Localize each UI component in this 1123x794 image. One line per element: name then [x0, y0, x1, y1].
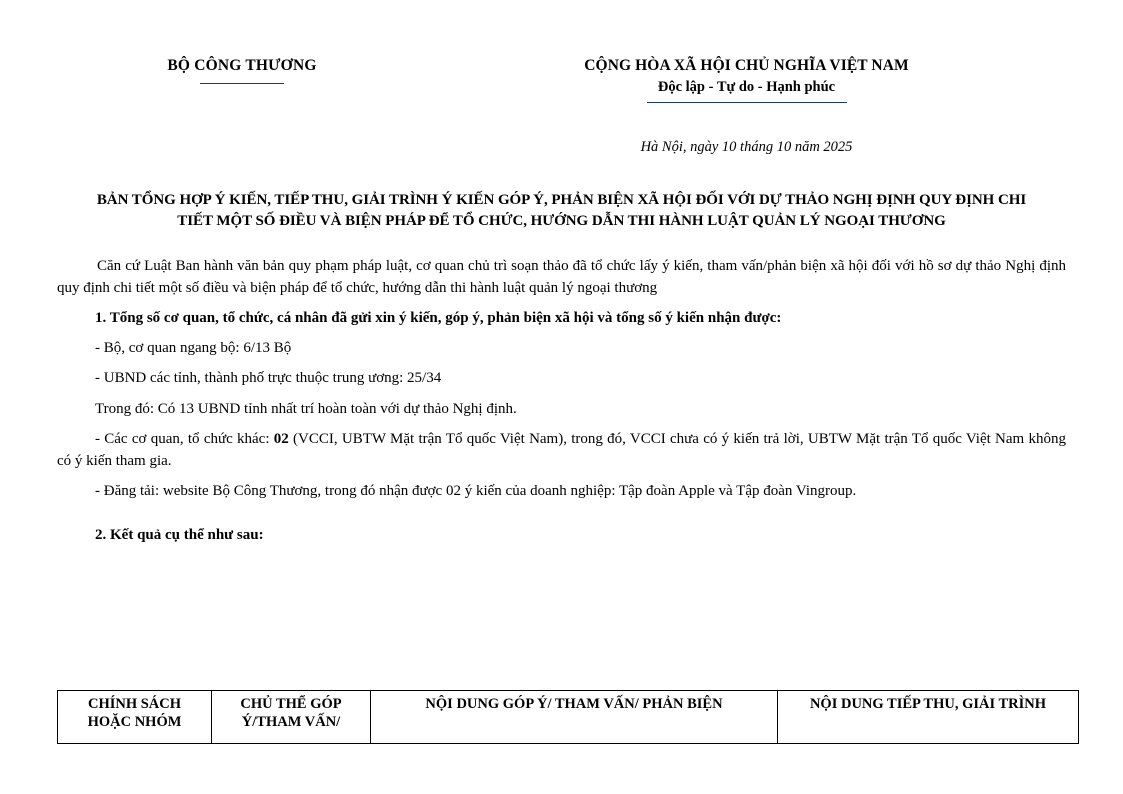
place-and-date: Hà Nội, ngày 10 tháng 10 năm 2025 — [640, 139, 853, 155]
results-table-container — [57, 690, 1047, 744]
table-header-row — [58, 691, 1079, 744]
list-item-provinces: - UBND các tỉnh, thành phố trực thuộc trung ương: 25/34 — [95, 370, 442, 387]
page-title — [57, 190, 1066, 233]
column-header-response-content — [778, 691, 1079, 744]
column-header-contributor-line-2: Ý/THAM VẤN/ — [241, 714, 341, 731]
section-2-heading-text: 2. Kết quả cụ thể như sau: — [95, 527, 264, 544]
column-header-feedback-content-line-1: NỘI DUNG GÓP Ý/ THAM VẤN/ PHẢN BIỆN — [425, 696, 723, 712]
ministry-underline — [200, 83, 284, 84]
national-motto: Độc lập - Tự do - Hạnh phúc — [657, 79, 836, 95]
document-body — [57, 255, 1066, 547]
page-title-line-1: BẢN TỔNG HỢP Ý KIẾN, TIẾP THU, GIẢI TRÌNH Ý KIẾN GÓP Ý, PHẢN BIỆN XÃ HỘI ĐỐI VỚI DỰ THẢO NGHỊ ĐỊNH QUY ĐỊNH CHI — [96, 192, 1027, 208]
page-title-line-2: TIẾT MỘT SỐ ĐIỀU VÀ BIỆN PHÁP ĐỂ TỔ CHỨC, HƯỚNG DẪN THI HÀNH LUẬT QUẢN LÝ NGOẠI THƯƠNG — [177, 213, 946, 230]
results-table-header — [58, 691, 1079, 744]
list-item-ministries: - Bộ, cơ quan ngang bộ: 6/13 Bộ — [95, 340, 292, 357]
results-table — [57, 690, 1079, 744]
column-header-feedback-content — [371, 691, 778, 744]
section-2-heading — [57, 524, 1066, 546]
ministry-name: BỘ CÔNG THƯƠNG — [167, 57, 317, 74]
column-header-policy — [58, 691, 212, 744]
section-1-heading — [57, 307, 1066, 329]
other-orgs-count: 02 — [273, 430, 289, 447]
motto-underline — [647, 102, 847, 103]
country-name: CỘNG HÒA XÃ HỘI CHỦ NGHĨA VIỆT NAM — [584, 57, 909, 74]
column-header-policy-line-2: HOẶC NHÓM — [87, 714, 182, 731]
other-orgs-prefix: - Các cơ quan, tổ chức khác: — [95, 430, 274, 447]
intro-paragraph: Căn cứ Luật Ban hành văn bản quy phạm pháp luật, cơ quan chủ trì soạn thảo đã tổ chức lấy ý kiến, tham vấn/phản biện xã hội đối với hồ sơ dự thảo Nghị định quy định chi tiết một số điều và biện pháp để tổ chức, hướng dẫn thi hành luật quản lý ngoại thương — [57, 257, 1066, 296]
column-header-contributor-line-1: CHỦ THỂ GÓP — [240, 696, 342, 712]
national-heading — [427, 48, 1066, 103]
other-orgs-suffix: (VCCI, UBTW Mặt trận Tổ quốc Việt Nam), trong đó, VCCI chưa có ý kiến trả lời, UBTW Mặt trận Tổ quốc Việt Nam không có ý kiến tham gia. — [57, 430, 1066, 469]
column-header-response-content-line-1: NỘI DUNG TIẾP THU, GIẢI TRÌNH — [809, 696, 1047, 712]
list-item-other-organizations — [57, 428, 1066, 472]
list-item-agreement: Trong đó: Có 13 UBND tỉnh nhất trí hoàn toàn với dự thảo Nghị định. — [95, 400, 517, 417]
section-1-heading-text: 1. Tổng số cơ quan, tổ chức, cá nhân đã gửi xin ý kiến, góp ý, phản biện xã hội và tổng số ý kiến nhận được: — [95, 309, 782, 326]
list-item-website: - Đăng tải: website Bộ Công Thương, trong đó nhận được 02 ý kiến của doanh nghiệp: Tập đoàn Apple và Tập đoàn Vingroup. — [95, 483, 857, 500]
issuing-organization — [57, 48, 427, 84]
column-header-contributor — [212, 691, 371, 744]
document-header — [57, 48, 1066, 103]
column-header-policy-line-1: CHÍNH SÁCH — [87, 696, 182, 712]
